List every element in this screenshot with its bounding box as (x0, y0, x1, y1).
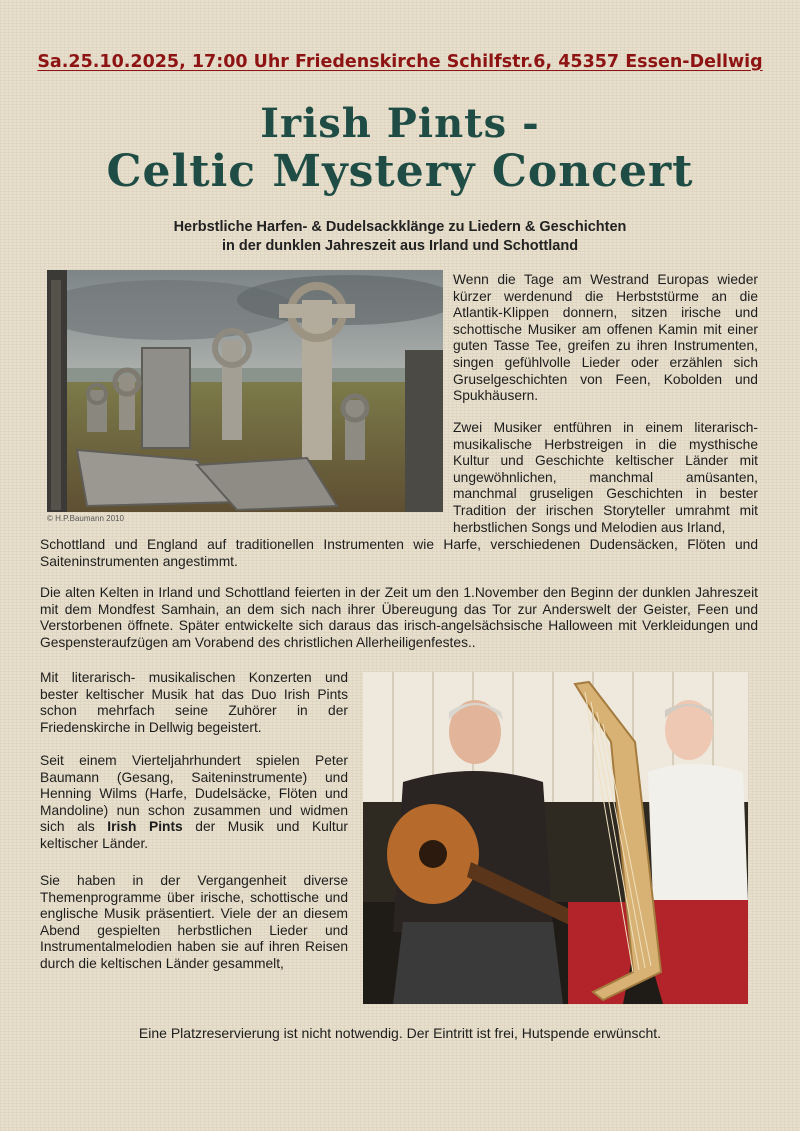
subtitle (0, 218, 800, 256)
concert-title-line2: Celtic Mystery Concert (106, 146, 694, 197)
description-paragraph-continued: Schottland und England auf traditionellen Instrumenten wie Harfe, verschiedenen Dudensäcken, Flöten und Saiteninstrumenten angestimmt. (40, 537, 758, 569)
samhain-paragraph: Die alten Kelten in Irland und Schottland feierten in der Zeit um den 1.November den Beginn der dunklen Jahreszeit mit dem Mondfest Samhain, an dem sich nach ihrer Übereugung das Tor zur Anderswelt der Geister, Feen und Verstorbenen öffnete. Später entwickelte sich daraus das irisch-angelsächsische Halloween mit Verkleidungen und Gespensteraufzügen am Vorabend des christlichen Allerheiligenfestes.. (40, 585, 758, 650)
description-paragraph: Zwei Musiker entführen in einem literarisch-musikalische Herbstreigen in die mysthische Kultur und Geschichte keltischer Länder mit ungewöhnlichen, manchmal amüsanten, manchmal gruseligen Geschichten in bester Tradition der irischen Storyteller umrahmt mit herbstlichen Songs und Melodien aus Irland, (453, 420, 758, 535)
celtic-graveyard-painting (47, 270, 443, 512)
event-date-location: Sa.25.10.2025, 17:00 Uhr Friedenskirche Schilfstr.6, 45357 Essen-Dellwig (37, 52, 763, 72)
subtitle-line1: Herbstliche Harfen- & Dudelsackklänge zu Liedern & Geschichten (173, 219, 627, 235)
members-text-b: der Musik und Kultur keltischer Länder. (40, 819, 348, 851)
musicians-photo (363, 672, 748, 1004)
duo-paragraph: Mit literarisch- musikalischen Konzerten und bester keltischer Musik hat das Duo Irish Pints schon mehrfach seine Zuhörer in der Friedenskirche in Dellwig begeistert. (40, 670, 348, 735)
concert-title-line1: Irish Pints - (260, 100, 540, 147)
footer-note: Eine Platzreservierung ist nicht notwendig. Der Eintritt ist frei, Hutspende erwünscht. (138, 1025, 662, 1041)
painting-copyright: © H.P.Baumann 2010 (47, 514, 124, 523)
subtitle-line2: in der dunklen Jahreszeit aus Irland und Schottland (221, 238, 579, 254)
members-paragraph (40, 753, 348, 853)
programs-paragraph: Sie haben in der Vergangenheit diverse Themenprogramme über irische, schottische und englische Musik präsentiert. Viele der an diesem Abend gespielten herbstlichen Lieder und Instrumentalmelodien haben sie auf ihren Reisen durch die keltischen Länder gesammelt, (40, 873, 348, 971)
band-name-bold: Irish Pints (107, 819, 183, 835)
members-text-a: Seit einem Vierteljahrhundert spielen Peter Baumann (Gesang, Saiteninstrumente) und Henning Wilms (Harfe, Dudelsäcke, Flöten und Mandoline) nun schon zusammen und widmen sich als (40, 753, 348, 835)
intro-paragraph: Wenn die Tage am Westrand Europas wieder kürzer werdenund die Herbststürme an die Atlantik-Klippen donnern, sitzen irische und schottische Musiker am offenen Kamin mit einer guten Tasse Tee, greifen zu ihren Instrumenten, singen gefühlvolle Lieder oder erzählen sich Gruselgeschichten von Feen, Kobolden und Spukhäusern. (453, 272, 758, 404)
